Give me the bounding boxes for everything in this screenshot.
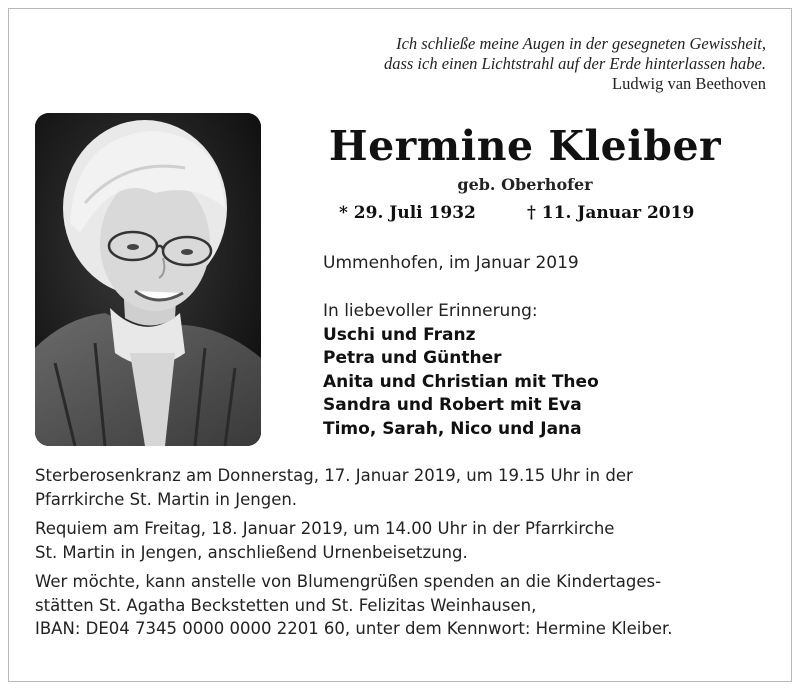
rosary-line-2: Pfarrkirche St. Martin in Jengen.: [35, 489, 298, 509]
birth-date: * 29. Juli 1932: [339, 203, 476, 223]
mourner-line: Timo, Sarah, Nico und Jana: [323, 418, 582, 439]
donation-line-1: Wer möchte, kann anstelle von Blumengrüßen spenden an die Kindertages-: [35, 572, 662, 591]
donation-paragraph: [35, 570, 765, 641]
mourner-line: Petra und Günther: [323, 348, 502, 368]
mourners-block: [323, 300, 599, 441]
requiem-line-2: St. Martin in Jengen, anschließend Urnenbeisetzung.: [35, 542, 468, 562]
service-details: [35, 464, 765, 647]
requiem-line-1: Requiem am Freitag, 18. Januar 2019, um 14.00 Uhr in der Pfarrkirche: [35, 519, 615, 538]
donation-line-2: stätten St. Agatha Beckstetten und St. Felizitas Weinhausen,: [35, 595, 537, 615]
requiem-paragraph: [35, 517, 765, 564]
deceased-name: Hermine Kleiber: [328, 122, 722, 170]
quote-line-1: Ich schließe meine Augen in der gesegneten Gewissheit,: [396, 34, 766, 53]
mourner-line: Sandra und Robert mit Eva: [323, 395, 582, 415]
portrait-photo: [35, 113, 261, 446]
portrait-illustration: [35, 113, 261, 446]
death-date: † 11. Januar 2019: [527, 203, 695, 223]
mourner-line: Uschi und Franz: [323, 324, 476, 345]
place-and-date: Ummenhofen, im Januar 2019: [323, 253, 579, 273]
memory-heading: In liebevoller Erinnerung:: [323, 301, 538, 321]
donation-line-3: IBAN: DE04 7345 0000 0000 2201 60, unter dem Kennwort: Hermine Kleiber.: [35, 619, 673, 638]
mourner-line: Anita und Christian mit Theo: [323, 371, 599, 392]
maiden-name: geb. Oberhofer: [457, 175, 593, 194]
epigraph-quote: [384, 34, 766, 94]
rosary-line-1: Sterberosenkranz am Donnerstag, 17. Januar 2019, um 19.15 Uhr in der: [35, 466, 633, 485]
quote-author: Ludwig van Beethoven: [612, 74, 766, 93]
rosary-paragraph: [35, 464, 765, 511]
quote-line-2: dass ich einen Lichtstrahl auf der Erde hinterlassen habe.: [383, 54, 766, 73]
